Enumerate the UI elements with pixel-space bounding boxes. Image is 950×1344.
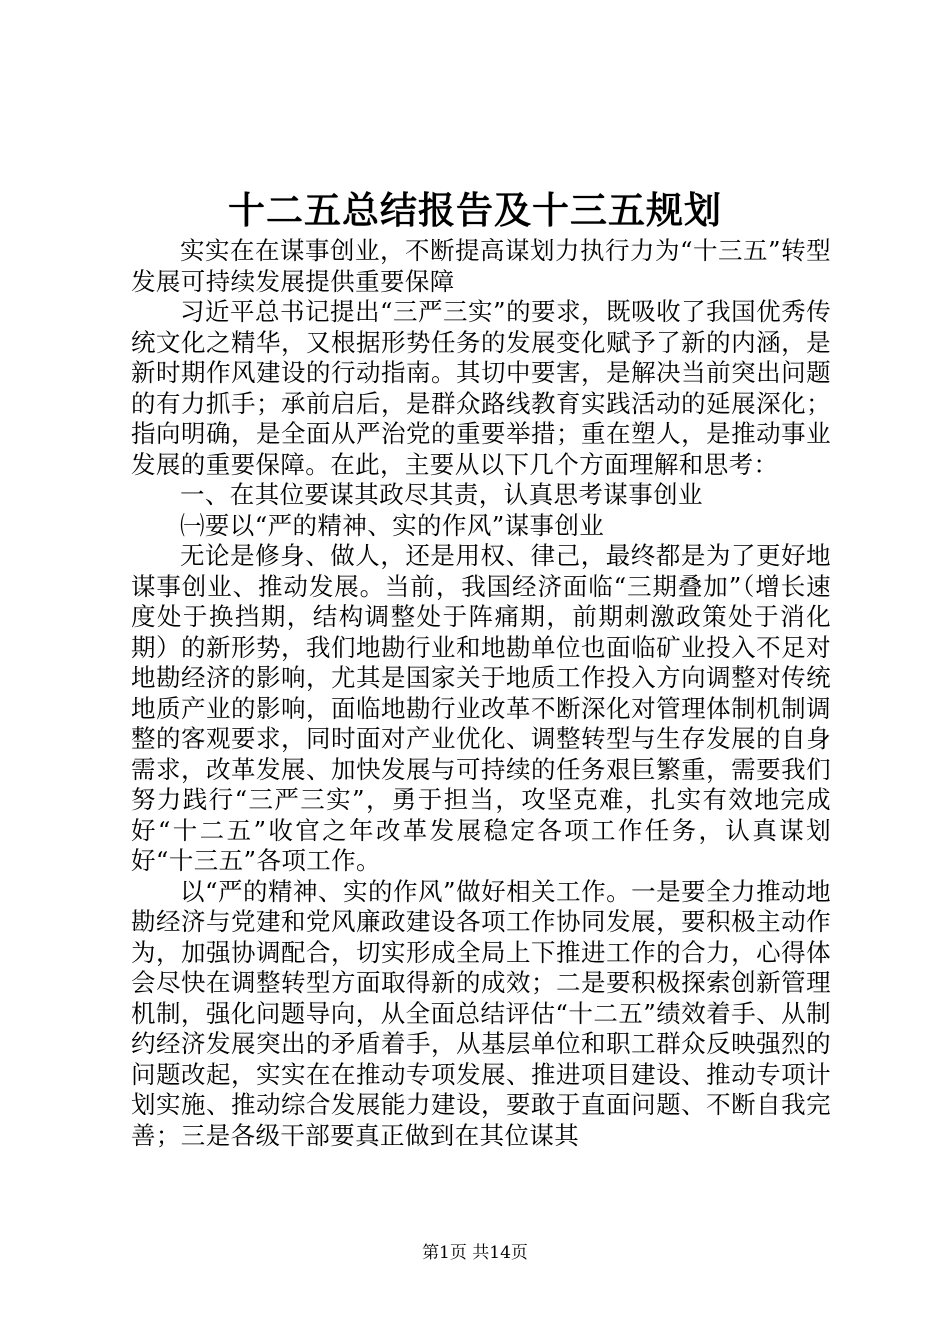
section-heading-1: 一、在其位要谋其政尽其责，认真思考谋事创业	[180, 480, 703, 509]
page-number-footer: 第1页 共14页	[422, 1243, 528, 1263]
subsection-heading-1: ㈠要以“严的精神、实的作风”谋事创业	[180, 510, 605, 540]
paragraph-intro: 习近平总书记提出“三严三实”的要求，既吸收了我国优秀传统文化之精华，又根据形势任务的发展变化赋予了新的内涵，是新时期作风建设的行动指南。其切中要害，是解决当前突出问题的有力抓手；承前启后，是群众路线教育实践活动的延展深化；指向明确，是全面从严治党的重要举措；重在塑人，是推动事业发展的重要保障。在此，主要从以下几个方面理解和思考：	[131, 297, 831, 479]
paragraph-body-1: 无论是修身、做人，还是用权、律己，最终都是为了更好地谋事创业、推动发展。当前，我国经济面临“三期叠加”（增长速度处于换挡期，结构调整处于阵痛期，前期刺激政策处于消化期）的新形势，我们地勘行业和地勘单位也面临矿业投入不足对地勘经济的影响，尤其是国家关于地质工作投入方向调整对传统地质产业的影响，面临地勘行业改革不断深化对管理体制机制调整的客观要求，同时面对产业优化、调整转型与生存发展的自身需求，改革发展、加快发展与可持续的任务艰巨繁重，需要我们努力践行“三严三实”，勇于担当，攻坚克难，扎实有效地完成好“十二五”收官之年改革发展稳定各项工作任务，认真谋划好“十三五”各项工作。	[131, 541, 831, 875]
document-title: 十二五总结报告及十三五规划	[228, 188, 722, 232]
document-body	[131, 236, 831, 1151]
paragraph-body-2: 以“严的精神、实的作风”做好相关工作。一是要全力推动地勘经济与党建和党风廉政建设各项工作协同发展，要积极主动作为，加强协调配合，切实形成全局上下推进工作的合力，心得体会尽快在调整转型方面取得新的成效；二是要积极探索创新管理机制，强化问题导向，从全面总结评估“十二五”绩效着手、从制约经济发展突出的矛盾着手，从基层单位和职工群众反映强烈的问题改起，实实在在推动专项发展、推进项目建设、推动专项计划实施、推动综合发展能力建设，要敢于直面问题、不断自我完善；三是各级干部要真正做到在其位谋其	[131, 876, 831, 1150]
paragraph-subtitle: 实实在在谋事创业，不断提高谋划力执行力为“十三五”转型发展可持续发展提供重要保障	[131, 236, 831, 296]
